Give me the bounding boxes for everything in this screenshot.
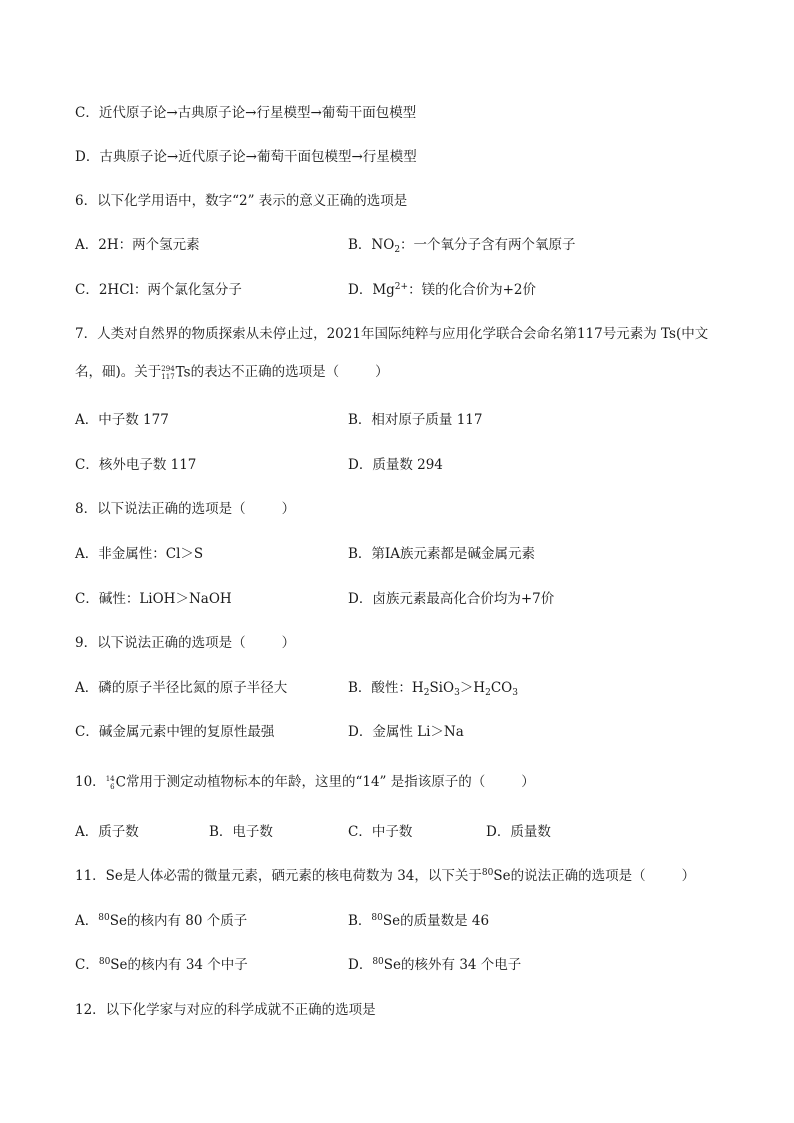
q6-option-c: C．2HCl：两个氯化氢分子 bbox=[75, 282, 242, 298]
q7-option-c: C．核外电子数 117 bbox=[75, 457, 197, 473]
q11-option-b: B．$^{80}$Se的质量数是 46 bbox=[348, 913, 490, 929]
q9-stem: 9．以下说法正确的选项是（ ） bbox=[75, 635, 296, 651]
q8-option-b: B．第ⅠA族元素都是碱金属元素 bbox=[348, 546, 536, 562]
q11-stem: 11．Se是人体必需的微量元素，硒元素的核电荷数为 34，以下关于$^{80}$Se的说法正确的选项是（ ） bbox=[75, 868, 696, 884]
q9-option-a: A．磷的原子半径比氮的原子半径大 bbox=[75, 680, 288, 696]
q11-option-a: A．$^{80}$Se的核内有 80 个质子 bbox=[75, 913, 248, 929]
q11-option-c: C．$^{80}$Se的核内有 34 个中子 bbox=[75, 957, 248, 973]
q7-option-a: A．中子数 177 bbox=[75, 412, 169, 428]
q9-option-d: D．金属性 Li＞Na bbox=[348, 724, 464, 740]
q10-nuclide-notation: 14 6 bbox=[105, 774, 115, 791]
q10-option-b: B．电子数 bbox=[209, 824, 273, 840]
q7-nuclide-notation: 294 117 bbox=[161, 364, 175, 381]
q10-option-a: A．质子数 bbox=[75, 824, 139, 840]
q7-option-d: D．质量数 294 bbox=[348, 457, 443, 473]
q10-stem: 10． 14 6 C常用于测定动植物标本的年龄，这里的“14” 是指该原子的（ ） bbox=[75, 774, 535, 791]
q6-option-d: D．$Mg^{2+}$：镁的化合价为+2价 bbox=[348, 282, 536, 298]
q7-stem-line1: 7．人类对自然界的物质探索从未停止过，2021年国际纯粹与应用化学联合会命名第117号元素为 Ts(中文 bbox=[75, 326, 709, 342]
q8-option-a: A．非金属性：Cl＞S bbox=[75, 546, 204, 562]
q5-option-c: C．近代原子论→古典原子论→行星模型→葡萄干面包模型 bbox=[75, 105, 417, 121]
q7-option-b: B．相对原子质量 117 bbox=[348, 412, 483, 428]
q6-stem: 6．以下化学用语中，数字“2” 表示的意义正确的选项是 bbox=[75, 193, 408, 209]
q9-option-b: B．酸性：$H_2SiO_3>H_2CO_3$ bbox=[348, 680, 518, 698]
q10-option-d: D．质量数 bbox=[486, 824, 551, 840]
q6-option-a: A．2H：两个氢元素 bbox=[75, 237, 200, 253]
q5-option-d: D．古典原子论→近代原子论→葡萄干面包模型→行星模型 bbox=[75, 149, 417, 165]
q11-option-d: D．$^{80}$Se的核外有 34 个电子 bbox=[348, 957, 522, 973]
q8-option-d: D．卤族元素最高化合价均为+7价 bbox=[348, 591, 555, 607]
q6-option-b: B．$NO_2$：一个氧分子含有两个氧原子 bbox=[348, 237, 576, 255]
q9-option-c: C．碱金属元素中锂的复原性最强 bbox=[75, 724, 275, 740]
q8-stem: 8．以下说法正确的选项是（ ） bbox=[75, 501, 296, 517]
q10-option-c: C．中子数 bbox=[348, 824, 413, 840]
q12-stem: 12．以下化学家与对应的科学成就不正确的选项是 bbox=[75, 1002, 376, 1018]
q8-option-c: C．碱性：LiOH＞NaOH bbox=[75, 591, 232, 607]
q7-stem-line2: 名，鿬)。关于 294 117 Ts的表达不正确的选项是（ ） bbox=[75, 364, 389, 381]
